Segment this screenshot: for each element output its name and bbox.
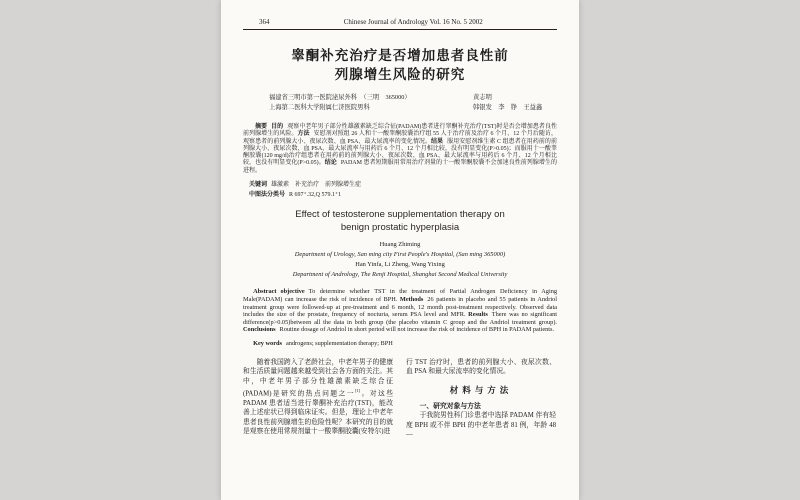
keywords-cn-label: 关键词 [249,182,268,189]
body-paragraph: 行 TST 治疗时，患者的前列腺大小、夜尿次数、血 PSA 和最大尿流率的变化情况。 [406,358,556,376]
abstract-en-methods-label: Methods [399,296,424,304]
abstract-cn-methods-label: 方法 [297,131,310,138]
abstract-cn-results-text: 服用安慰剂维生素 C 组患者在用药前的前列腺大小、夜尿次数、血 PSA、最大尿流率与用药后 6 个月、12 个月相比较，没有明显变化(P>0.05)；而服用十一酸睾酮胶囊(120 mg/d)治疗组患者在用药前的前列腺大小、夜尿次数、血 PSA、最大尿流率与用药后 6 个月、12 个月相比较，也没有明显变化(P>0.05)。 [243,138,557,167]
abstract-en-objective-text: To determine whether TST in the treatment of Partial Androgen Deficiency in Aging Male(PADAM) can increase the risk of incidence of BPH. [243,288,557,304]
author-en-name: Huang Zhiming [379,241,421,249]
abstract-cn-conclusion-text: PADAM 患者短期服用常用治疗剂量的十一酸睾酮胶囊不会加速良性前列腺增生的进程。 [243,160,558,174]
clc-number: R 697⁺.32,Q 579.1⁺1 [289,192,342,199]
affiliation-authors: 黄志明 [473,94,492,101]
affiliation-authors: 韩银发 李 铮 王益鑫 [473,104,543,111]
article-title-en-line2: benign prostatic hyperplasia [340,221,460,233]
abstract-cn [243,124,557,175]
abstract-cn-objective-label: 目的 [271,124,284,130]
affiliation-row [269,103,557,113]
keywords-cn-line [243,181,557,189]
keywords-cn: 雄激素 补充治疗 前列腺增生症 [271,182,362,189]
article-title-cn [243,46,557,84]
affiliations [243,93,557,113]
affiliation-institution: 上海第二医科大学附属仁济医院男科 [269,104,370,111]
article-title-cn-line2: 列腺增生风险的研究 [334,67,466,82]
keywords-en: androgens; supplementation therapy; BPH [285,340,393,348]
abstract-en-objective-label: objective [280,288,305,296]
affiliation-row [269,93,557,103]
citation-marker: [1] [354,388,361,394]
article-title-cn-line1: 睾酮补充治疗是否增加患者良性前 [291,48,509,63]
journal-title: Chinese Journal of Andrology Vol. 16 No. 5 2002 [343,18,483,26]
article-title-en-line1: Effect of testosterone supplementation therapy on [295,209,505,221]
author-en-department: Department of Urology, San ming city First People's Hospital, (San ming 365000) [294,251,506,259]
affiliation-institution: 福建省三明市第一医院泌尿外科 （三明 365000） [269,94,411,101]
body-column-right [406,358,556,440]
body-column-left [243,358,393,440]
keywords-en-label: Key words [253,340,282,348]
body-paragraph [243,358,393,437]
author-en-department: Department of Andrology, The Renji Hospital, Shanghai Second Medical University [292,271,508,279]
clc-label: 中图法分类号 [249,192,286,199]
page-number: 364 [259,18,270,26]
authors-en-block [243,240,557,280]
body-columns [243,358,557,440]
section-heading: 材料与方法 [449,384,513,395]
abstract-en-methods-text: 26 patients in placebo and 55 patients in Andriol treatment group were followed-up at pre-treatment and 6 month, 12 month post-treatment respectively. Observed data includes the size of the prostate, frequency of nocturia, serum PSA level and MFR. [243,296,557,319]
journal-page [221,0,579,500]
body-paragraph: 于我院男性科门诊患者中选择 PADAM 伴有轻度 BPH 或不伴 BPH 的中老年患者 81 例，年龄 48— [406,412,556,439]
abstract-cn-results-label: 结果 [431,138,444,145]
abstract-en-conclusions-label: Conclusions [243,326,276,334]
abstract-en-results-label: Results [468,311,488,319]
abstract-en-label: Abstract [253,288,277,296]
abstract-cn-methods-text: 安慰剂对照组 26 人和十一酸睾酮胶囊治疗组 55 人于治疗前及治疗 6 个月、12 个月后随访，观察患者的前列腺大小、夜尿次数、血 PSA、最大尿流率的变化情况。 [243,131,557,145]
abstract-cn-label: 摘要 [255,124,268,130]
clc-line [243,191,557,199]
abstract-en-conclusions-text: Routine dosage of Andriol in short period will not increase the risk of incidence of BPH in PADAM patients. [279,326,555,334]
abstract-cn-objective-text: 观察中老年男子部分性雄激素缺乏综合征(PADAM)患者进行睾酮补充治疗(TST)时是否会增加患者良性前列腺增生的风险。 [243,124,557,138]
abstract-cn-conclusion-label: 结论 [324,160,337,167]
article-title-en [243,209,557,234]
keywords-en-line [243,340,557,349]
body-text: 随着我国跨入了老龄社会，中老年男子的健康和生活质量问题越来越受到社会各方面的关注。其中，中老年男子部分性雄激素缺乏综合征(PADAM)是研究的热点问题之一 [243,358,393,398]
abstract-en-results-text: There was no significant difference(p>0.05)between all the data in both group (the placebo vitamin C group and the Andriol treatment group). [243,311,558,326]
page-header [243,18,557,30]
body-text: 。对这些 PADAM 患者适当进行睾酮补充治疗(TST)，能改善上述症状已得到临床证实。但是，理论上中老年患者良性前列腺增生的危险性呢？本研究的目的就是观察在使用常规剂量十一酸睾酮胶囊(安特尔)进 [243,390,394,435]
abstract-en [243,288,557,334]
author-en-names: Han Yinfa, Li Zheng, Wang Yixing [355,261,445,269]
subsection-heading: 一、研究对象与方法 [419,403,481,411]
